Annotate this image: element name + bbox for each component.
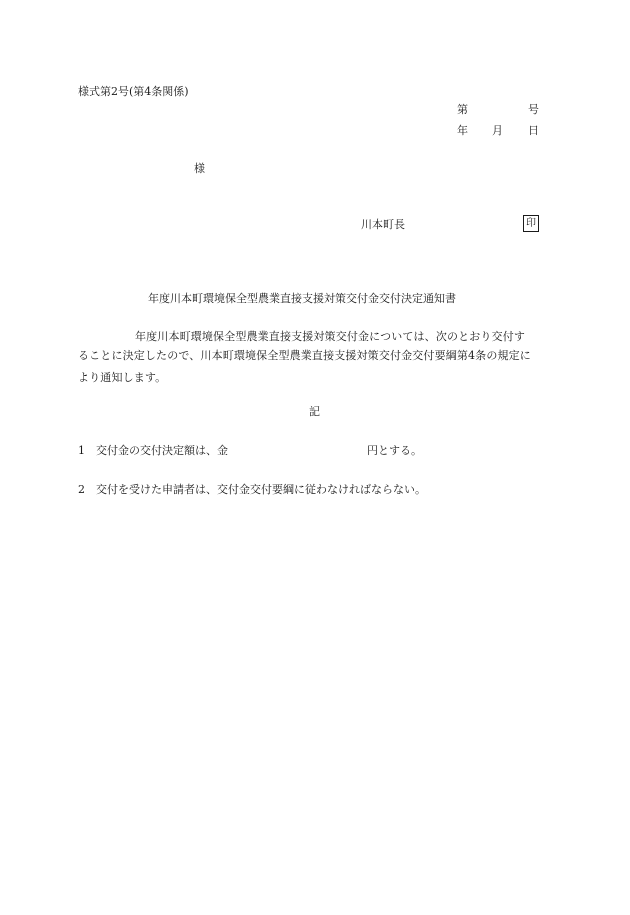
issuer-name: 川本町長 bbox=[361, 218, 405, 231]
item-1-suffix: 円とする。 bbox=[367, 444, 422, 457]
document-number-suffix: 号 bbox=[528, 103, 539, 116]
body-paragraph-line: より通知します。 bbox=[78, 371, 167, 384]
date-day-label: 日 bbox=[528, 124, 539, 137]
date-month-label: 月 bbox=[492, 124, 503, 137]
body-paragraph-line: 年度川本町環境保全型農業直接支援対策交付金については、次のとおり交付す bbox=[135, 330, 526, 343]
item-1: 1 交付金の交付決定額は、金 bbox=[78, 444, 228, 457]
body-paragraph-line: ることに決定したので、川本町環境保全型農業直接支援対策交付金交付要綱第4条の規定に bbox=[78, 349, 531, 362]
ki-heading: 記 bbox=[309, 405, 320, 418]
form-label: 様式第2号(第4条関係) bbox=[78, 85, 189, 98]
item-2: 2 交付を受けた申請者は、交付金交付要綱に従わなければならない。 bbox=[78, 483, 426, 496]
seal-label: 印 bbox=[526, 217, 536, 229]
document-title: 年度川本町環境保全型農業直接支援対策交付金交付決定通知書 bbox=[148, 292, 456, 305]
document-number-prefix: 第 bbox=[457, 103, 468, 116]
date-year-label: 年 bbox=[457, 124, 468, 137]
seal-mark bbox=[523, 215, 539, 232]
addressee-honorific: 様 bbox=[194, 162, 205, 175]
